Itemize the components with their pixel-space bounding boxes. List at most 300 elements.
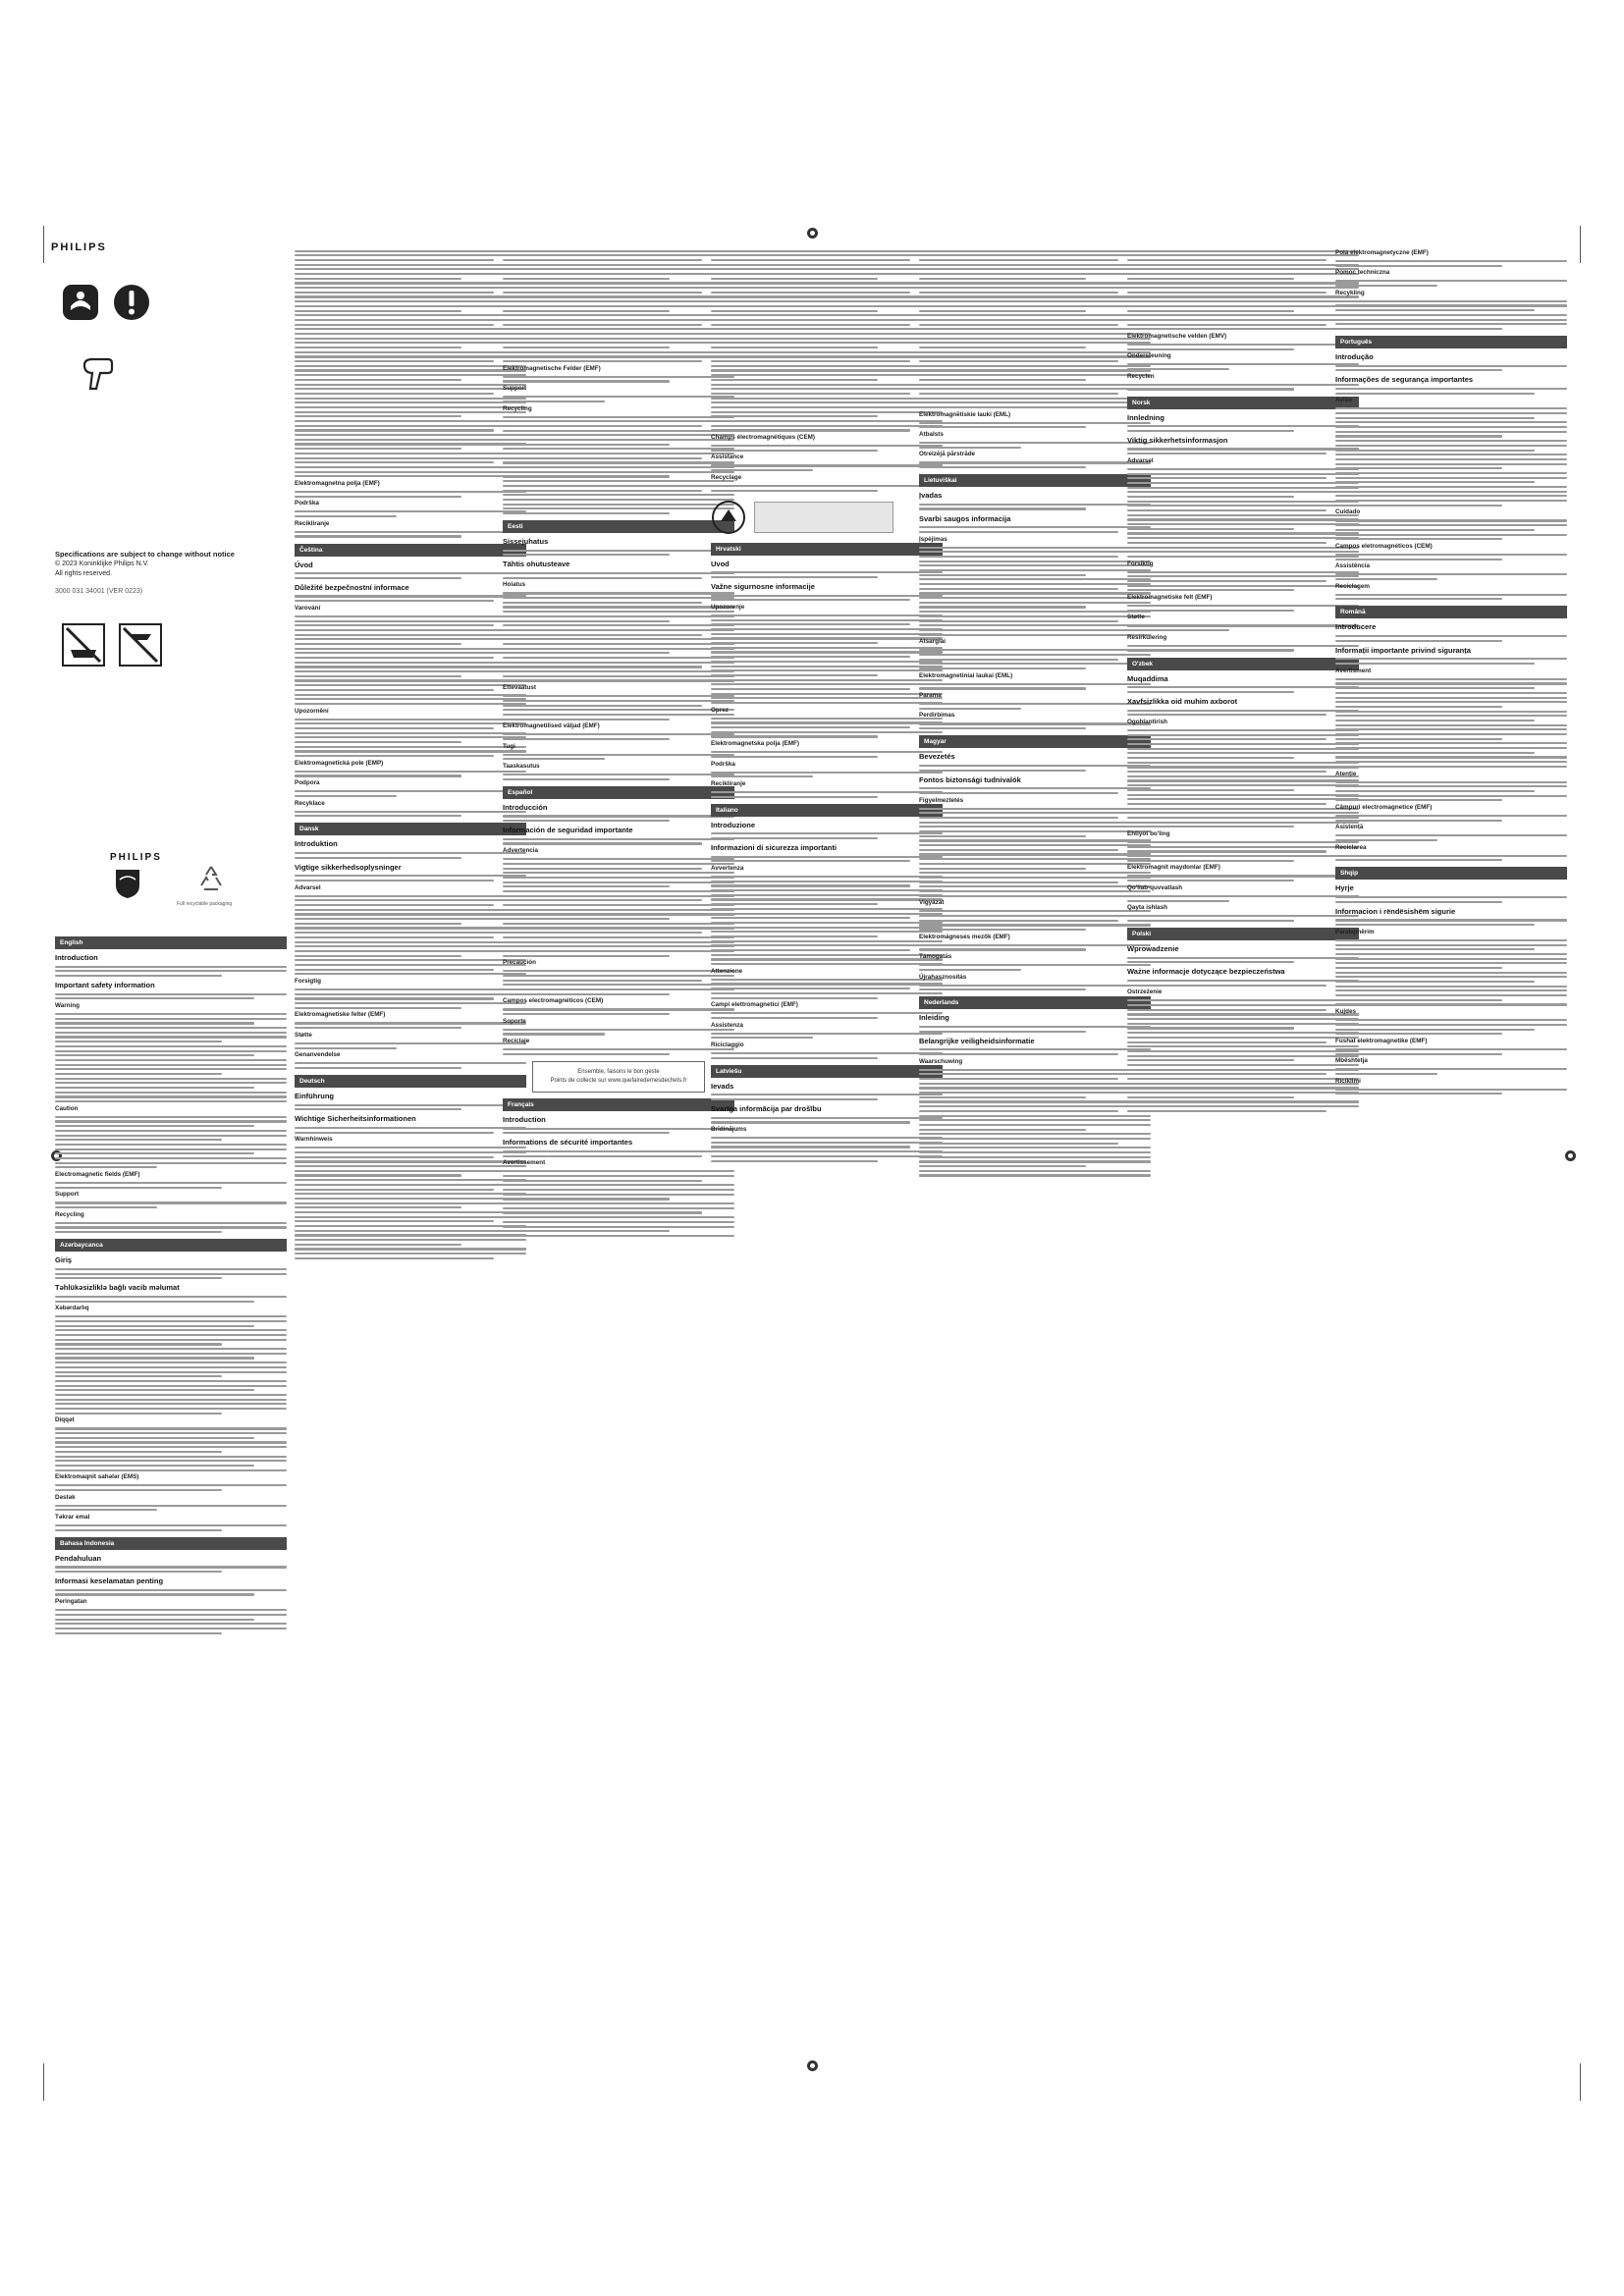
section-heading: Fontos biztonsági tudnivalók <box>919 774 1021 784</box>
doc-code: 3000 031 34001 (VER 0223) <box>55 588 143 595</box>
paragraph <box>919 250 1151 408</box>
subheading: Parama <box>919 692 942 700</box>
subheading: Warning <box>55 1002 80 1010</box>
subheading: Elektromagnetska polja (EMF) <box>711 740 799 748</box>
section-heading: Wichtige Sicherheitsinformationen <box>295 1114 416 1124</box>
section-heading: Svarīga informācija par drošību <box>711 1104 822 1114</box>
paragraph <box>711 718 943 738</box>
paragraph <box>295 1147 526 1259</box>
subheading: Elektromagnetna polja (EMF) <box>295 479 380 487</box>
paragraph <box>1127 250 1359 331</box>
paragraph <box>295 875 526 881</box>
lang-header-croatian: Hrvatski <box>711 543 943 556</box>
paragraph <box>1127 999 1359 1112</box>
lang-header-polish: Polski <box>1127 928 1359 940</box>
paragraph <box>1335 939 1567 1006</box>
dryer-icon <box>79 353 118 393</box>
column-7 <box>1335 247 1567 1097</box>
paragraph <box>711 832 943 839</box>
section-heading: Sissejuhatus <box>503 537 549 547</box>
paragraph <box>295 771 526 777</box>
column-4 <box>711 247 943 1164</box>
subheading: Ettevaatust <box>503 684 536 692</box>
paragraph <box>1127 448 1359 454</box>
subheading: Forsiktig <box>1127 560 1154 567</box>
subheading: Reciclagem <box>1335 582 1371 590</box>
subheading: Pomoc techniczna <box>1335 269 1390 277</box>
paragraph <box>295 852 526 859</box>
section-heading: Informations de sécurité importantes <box>503 1138 633 1148</box>
section-heading: Svarbi saugos informacija <box>919 513 1011 523</box>
paragraph <box>711 1094 943 1100</box>
paragraph <box>1127 645 1359 652</box>
paragraph <box>503 970 734 995</box>
section-heading: Úvod <box>295 560 313 569</box>
section-heading: Təhlükəsizliklə bağlı vacib məlumat <box>55 1283 180 1293</box>
paragraph <box>919 944 1151 951</box>
paragraph <box>295 988 526 1009</box>
recycle-icon <box>196 864 226 893</box>
paragraph <box>711 1012 943 1019</box>
paragraph <box>503 416 734 515</box>
paragraph <box>55 1201 287 1208</box>
paragraph <box>295 1127 526 1134</box>
section-heading: Hyrje <box>1335 883 1354 893</box>
section-heading: Informasi keselamatan penting <box>55 1576 164 1586</box>
subheading: Atenție <box>1335 770 1357 777</box>
subheading: Hoiatus <box>503 581 526 589</box>
paragraph <box>55 1566 287 1573</box>
paragraph <box>919 649 1151 669</box>
subheading: Kujdes <box>1335 1008 1356 1016</box>
subheading: Atsargiai <box>919 638 946 646</box>
paragraph <box>55 993 287 1000</box>
subheading: Podrška <box>711 760 735 768</box>
section-heading: Ważne informacje dotyczące bezpieczeństwa <box>1127 967 1285 977</box>
subheading: Paralajmërim <box>1335 928 1375 935</box>
paragraph <box>711 445 943 452</box>
paragraph <box>55 1484 287 1491</box>
paragraph <box>919 910 1151 931</box>
paragraph <box>1335 896 1567 903</box>
subheading: Campi elettromagnetici (EMF) <box>711 1001 798 1009</box>
section-heading: Informații importante privind siguranța <box>1335 645 1471 655</box>
paragraph <box>503 695 734 721</box>
section-heading: Pendahuluan <box>55 1553 102 1563</box>
subheading: Advertencia <box>503 847 539 855</box>
section-heading: Introduktion <box>295 839 338 849</box>
subheading: Qayta ishlash <box>1127 904 1167 912</box>
subheading: Avertissement <box>503 1159 546 1167</box>
paragraph <box>55 1116 287 1169</box>
paragraph <box>1127 915 1359 922</box>
subheading: Warnhinweis <box>295 1136 333 1144</box>
paragraph <box>55 1268 287 1279</box>
section-heading: Muqaddima <box>1127 673 1168 683</box>
no-shower-icon <box>118 622 163 667</box>
paragraph <box>503 572 734 579</box>
subheading: Elektromagnetische velden (EMV) <box>1127 332 1227 340</box>
lang-header-lithuanian: Lietuviškai <box>919 474 1151 487</box>
section-heading: Introducción <box>503 802 548 812</box>
lang-header-uzbek: O'zbek <box>1127 658 1359 670</box>
paragraph <box>503 838 734 845</box>
subheading: Támogatás <box>919 953 952 961</box>
subheading: Upozornění <box>295 707 329 715</box>
paragraph <box>1335 260 1567 267</box>
paragraph <box>919 1026 1151 1033</box>
subheading: Pola elektromagnetyczne (EMF) <box>1335 249 1429 256</box>
paragraph <box>1127 344 1359 350</box>
copyright: © 2023 Koninklijke Philips N.V. <box>55 561 149 567</box>
paragraph <box>1335 815 1567 822</box>
paragraph <box>503 754 734 761</box>
section-heading: Giriş <box>55 1255 73 1265</box>
lang-header-azerbaijani: Azərbaycanca <box>55 1239 287 1252</box>
lang-header-spanish: Español <box>503 786 734 799</box>
paragraph <box>1335 1089 1567 1095</box>
subheading: Perdirbimas <box>919 712 955 720</box>
subheading: Advarsel <box>1127 456 1154 464</box>
subheading: Recycling <box>503 404 532 412</box>
paragraph <box>503 1029 734 1036</box>
paragraph <box>711 751 943 758</box>
paragraph <box>1127 363 1359 370</box>
section-heading: Introdução <box>1335 351 1374 361</box>
subheading: Təkrar emal <box>55 1514 90 1522</box>
brand-logo-bottom: PHILIPS <box>110 852 162 863</box>
paragraph <box>1335 1019 1567 1035</box>
section-heading: Innledning <box>1127 412 1164 422</box>
paragraph <box>919 1069 1151 1177</box>
column-2 <box>295 247 526 1262</box>
paragraph <box>55 966 287 977</box>
subheading: Tugi <box>503 742 515 750</box>
paragraph <box>295 491 526 498</box>
paragraph <box>295 531 526 538</box>
paragraph <box>295 595 526 602</box>
section-heading: Important safety information <box>55 981 155 990</box>
paragraph <box>1127 571 1359 592</box>
paragraph <box>295 790 526 797</box>
paragraph <box>503 1008 734 1015</box>
paragraph <box>503 396 734 402</box>
paragraph <box>1335 407 1567 507</box>
paragraph <box>503 376 734 383</box>
paragraph <box>1127 384 1359 391</box>
paragraph <box>1127 980 1359 987</box>
section-heading: Įvadas <box>919 491 943 501</box>
paragraph <box>711 571 943 578</box>
subheading: Avertisment <box>1335 667 1372 674</box>
paragraph <box>55 1609 287 1634</box>
section-heading: Introduzione <box>711 820 755 829</box>
lang-header-estonian: Eesti <box>503 520 734 533</box>
specs-line: Specifications are subject to change without notice <box>55 550 235 559</box>
paragraph <box>55 1296 287 1303</box>
subheading: Attenzione <box>711 967 743 975</box>
section-heading: Važne sigurnosne informacije <box>711 582 815 591</box>
paragraph <box>1335 365 1567 372</box>
registration-mark <box>807 2060 818 2071</box>
lang-header-portuguese: Português <box>1335 336 1567 348</box>
section-heading: Tähtis ohutusteave <box>503 560 570 569</box>
lang-header-indonesian: Bahasa Indonesia <box>55 1537 287 1550</box>
paragraph <box>1335 834 1567 841</box>
subheading: Vigyázat <box>919 899 945 907</box>
subheading: Podrška <box>295 500 319 507</box>
paragraph <box>919 461 1151 468</box>
paragraph <box>1127 957 1359 964</box>
paragraph <box>295 1042 526 1049</box>
subheading: Diqqət <box>55 1416 75 1424</box>
subheading: Oprez <box>711 706 729 714</box>
info-tri-box <box>754 502 893 533</box>
subheading: Assistência <box>1335 562 1371 570</box>
subheading: Campos eletromagnéticos (CEM) <box>1335 542 1433 550</box>
paragraph <box>1335 678 1567 768</box>
paragraph <box>1127 686 1359 693</box>
paragraph <box>503 1048 734 1055</box>
section-heading: Introduction <box>55 953 98 962</box>
paragraph <box>1127 605 1359 612</box>
paragraph <box>919 808 1151 897</box>
paragraph <box>1335 1048 1567 1055</box>
section-heading: Informacion i rëndësishëm sigurie <box>1335 906 1456 916</box>
paragraph <box>55 1589 287 1596</box>
paragraph <box>295 250 526 478</box>
triman-icon <box>711 500 746 535</box>
paragraph <box>1127 729 1359 828</box>
paragraph <box>295 615 526 705</box>
subheading: Qo'llab-quvvatlash <box>1127 883 1183 891</box>
paragraph <box>919 683 1151 690</box>
subheading: Aviso <box>1335 397 1352 404</box>
paragraph <box>1335 388 1567 395</box>
paragraph <box>295 895 526 976</box>
paragraph <box>55 1505 287 1512</box>
paragraph <box>1335 781 1567 802</box>
paragraph <box>711 464 943 471</box>
paragraph <box>1335 519 1567 540</box>
rights: All rights reserved. <box>55 570 112 577</box>
section-heading: Vigtige sikkerhedsoplysninger <box>295 862 402 872</box>
paragraph <box>295 1104 526 1111</box>
philips-shield-icon <box>114 868 141 899</box>
subheading: Peringatan <box>55 1598 87 1606</box>
paragraph <box>711 1052 943 1059</box>
section-heading: Einführung <box>295 1092 334 1100</box>
subheading: Precaución <box>503 959 536 967</box>
subheading: Electromagnetic fields (EMF) <box>55 1171 140 1179</box>
paragraph <box>1127 875 1359 881</box>
paragraph <box>503 550 734 557</box>
registration-mark <box>807 228 818 239</box>
subheading: Recikliranje <box>711 779 746 787</box>
paragraph <box>919 765 1151 772</box>
subheading: Riciclaggio <box>711 1041 744 1048</box>
box-line-1: Ensemble, faisons le bon geste <box>577 1068 660 1075</box>
recycle-note: Full recyclable packaging <box>177 901 233 907</box>
subheading: Assistenza <box>711 1021 743 1029</box>
subheading: Avvertenza <box>711 865 744 873</box>
lang-header-german: Deutsch <box>295 1075 526 1088</box>
lang-header-danish: Dansk <box>295 823 526 835</box>
subheading: Recikliranje <box>295 519 330 527</box>
subheading: Elektromagnetische Felder (EMF) <box>503 364 601 372</box>
subheading: Recycling <box>55 1210 84 1218</box>
paragraph <box>1335 300 1567 330</box>
warning-icon <box>112 283 151 322</box>
paragraph <box>919 442 1151 449</box>
subheading: Mbështetja <box>1335 1057 1368 1065</box>
section-heading: Introduction <box>503 1114 546 1124</box>
no-bath-icon <box>61 622 106 667</box>
paragraph <box>1335 280 1567 287</box>
paragraph <box>711 979 943 999</box>
lang-header-latvian: Latviešu <box>711 1065 943 1078</box>
subheading: Újrahasznosítás <box>919 973 967 981</box>
column-6 <box>1127 247 1359 1115</box>
paragraph <box>1335 658 1567 665</box>
paragraph <box>295 811 526 818</box>
crop-mark <box>1580 226 1581 263</box>
paragraph <box>1335 573 1567 580</box>
paragraph <box>1335 554 1567 561</box>
subheading: Varování <box>295 604 321 612</box>
paragraph <box>1335 1068 1567 1075</box>
section-heading: Información de seguridad importante <box>503 826 633 835</box>
subheading: Recyklace <box>295 799 325 807</box>
paragraph <box>295 572 526 579</box>
paragraph <box>55 1427 287 1470</box>
paragraph <box>503 815 734 822</box>
section-heading: Introducere <box>1335 622 1377 632</box>
subheading: Elektromagnetiske felter (EMF) <box>295 1011 386 1019</box>
specs-block <box>55 550 291 597</box>
subheading: Champs électromagnétiques (CEM) <box>711 434 816 442</box>
paragraph <box>711 250 943 432</box>
subheading: Cuidado <box>1335 508 1361 516</box>
paragraph <box>1127 895 1359 902</box>
paragraph <box>711 614 943 704</box>
subheading: Ostrzeżenie <box>1127 988 1163 996</box>
subheading: Podpora <box>295 779 320 787</box>
subheading: Elektromagnetická pole (EMP) <box>295 759 384 767</box>
paragraph <box>503 1170 734 1237</box>
subheading: Campos electromagnéticos (CEM) <box>503 997 604 1005</box>
subheading: Elektromagnētiskie lauki (EML) <box>919 410 1011 418</box>
paragraph <box>919 964 1151 971</box>
paragraph <box>503 774 734 780</box>
subheading: Støtte <box>1127 614 1145 621</box>
paragraph <box>1127 425 1359 432</box>
lang-header-czech: Čeština <box>295 544 526 557</box>
paragraph <box>711 1117 943 1124</box>
paragraph <box>711 1137 943 1162</box>
paragraph <box>919 787 1151 794</box>
crop-mark <box>43 226 44 263</box>
subheading: Elektromágneses mezők (EMF) <box>919 933 1010 940</box>
subheading: Soporte <box>503 1017 526 1025</box>
subheading: Ondersteuning <box>1127 352 1171 360</box>
registration-mark <box>1565 1150 1576 1161</box>
paragraph <box>295 510 526 517</box>
paragraph <box>503 733 734 740</box>
paragraph <box>295 1022 526 1029</box>
paragraph <box>711 856 943 863</box>
lang-header-italian: Italiano <box>711 804 943 817</box>
lang-header-norwegian: Norsk <box>1127 397 1359 409</box>
paragraph <box>503 858 734 957</box>
subheading: Ogohlantirish <box>1127 718 1167 725</box>
subheading: Caution <box>55 1104 79 1112</box>
lang-header-hungarian: Magyar <box>919 735 1151 748</box>
paragraph <box>919 985 1151 991</box>
paragraph <box>1127 624 1359 631</box>
lang-header-dutch: Nederlands <box>919 996 1151 1009</box>
section-heading: Uvod <box>711 559 730 568</box>
paragraph <box>503 1150 734 1157</box>
paragraph <box>711 876 943 965</box>
paragraph <box>503 592 734 681</box>
lang-header-french: Français <box>503 1098 734 1111</box>
paragraph <box>919 504 1151 510</box>
section-heading: Viktig sikkerhetsinformasjon <box>1127 435 1228 445</box>
paragraph <box>711 595 943 602</box>
paragraph <box>711 791 943 798</box>
paragraph <box>295 719 526 758</box>
section-heading: Informações de segurança importantes <box>1335 375 1474 385</box>
subheading: Elektromagnetiske felt (EMF) <box>1127 594 1213 602</box>
subheading: Dəstək <box>55 1493 76 1501</box>
paragraph <box>55 1315 287 1415</box>
paragraph <box>919 1048 1151 1055</box>
section-heading: Wprowadzenie <box>1127 944 1179 953</box>
subheading: Câmpuri electromagnetice (EMF) <box>1335 803 1433 811</box>
subheading: Støtte <box>295 1031 312 1039</box>
recycling-note-box <box>532 1061 705 1093</box>
paragraph <box>1335 594 1567 601</box>
subheading: Upozorenje <box>711 603 745 611</box>
subheading: Recykling <box>1335 289 1365 296</box>
paragraph <box>55 1222 287 1233</box>
paragraph <box>711 485 943 492</box>
subheading: Genanvendelse <box>295 1051 341 1059</box>
section-heading: Ievads <box>711 1081 734 1091</box>
paragraph <box>295 1062 526 1069</box>
paragraph <box>1127 468 1359 558</box>
subheading: Brīdinājums <box>711 1126 747 1134</box>
lang-header-albanian: Shqip <box>1335 867 1567 880</box>
subheading: Asistență <box>1335 824 1364 831</box>
paragraph <box>1127 710 1359 717</box>
subheading: Support <box>55 1191 80 1199</box>
paragraph <box>55 1524 287 1531</box>
paragraph <box>711 1033 943 1040</box>
subheading: Support <box>503 385 527 393</box>
column-1 <box>55 931 287 1636</box>
subheading: Elektromagnetiniai laukai (EML) <box>919 671 1013 679</box>
section-heading: Belangrijke veiligheidsinformatie <box>919 1036 1035 1045</box>
subheading: Riciklimi <box>1335 1077 1361 1085</box>
lang-header-english: English <box>55 936 287 949</box>
paragraph <box>711 772 943 778</box>
box-line-2: Points de collecte sur www.quefairedemesdechets.fr <box>550 1077 687 1084</box>
paragraph <box>503 1128 734 1135</box>
subheading: Waarschuwing <box>919 1057 963 1065</box>
subheading: Recyclage <box>711 473 742 481</box>
